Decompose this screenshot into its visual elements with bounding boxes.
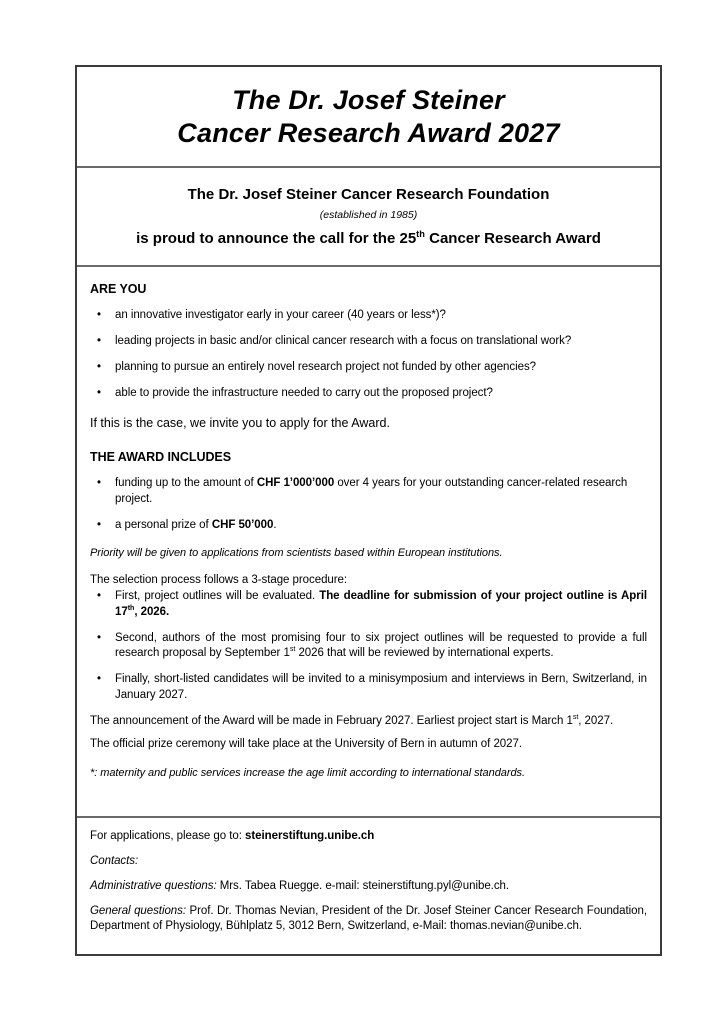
foundation-name: The Dr. Josef Steiner Cancer Research Foundation: [187, 186, 550, 203]
list-item: [90, 386, 647, 402]
ordinal-superscript: th: [127, 603, 135, 612]
list-item-text: leading projects in basic and/or clinical cancer research with a focus on translational work?: [115, 335, 572, 348]
list-item: [90, 308, 647, 324]
bullet-icon: •: [97, 631, 101, 644]
list-item: [90, 334, 647, 350]
age-limit-note: *: maternity and public services increase the age limit according to international standards.: [90, 766, 525, 779]
ceremony-line: The official prize ceremony will take place at the University of Bern in autumn of 2027.: [90, 737, 522, 750]
invite-line: If this is the case, we invite you to apply for the Award.: [90, 415, 390, 430]
established-note: (established in 1985): [319, 209, 418, 221]
stage-second: [115, 631, 647, 663]
call-announcement: [90, 230, 647, 248]
list-item: [90, 518, 647, 534]
bullet-icon: •: [97, 589, 101, 602]
list-item: [90, 360, 647, 376]
general-contact-line: [90, 904, 647, 936]
stage-second-text: Second, authors of the most promising four to six project outlines will be requested to provide a full research proposal by September 1: [115, 631, 647, 660]
call-announcement-text: is proud to announce the call for the 25: [136, 229, 417, 247]
funding-text-end: over 4 years for your outstanding cancer-related research project.: [115, 477, 628, 506]
funding-text: funding up to the amount of: [115, 477, 257, 490]
list-item: [90, 631, 647, 663]
general-contact-label: General questions:: [90, 904, 186, 917]
title-section: [77, 67, 660, 166]
announcement-line: [90, 714, 647, 730]
award-list: [90, 476, 647, 534]
general-contact-text: Prof. Dr. Thomas Nevian, President of the Dr. Josef Steiner Cancer Research Foundation, Department of Physiology, Bühlplatz 5, 3012 Bern, Switzerland, e-Mail: thomas.nevian@unibe.ch.: [90, 904, 647, 933]
deadline-text-start: The deadline for submission of your project outline is April 17: [115, 589, 647, 618]
bullet-icon: •: [97, 477, 101, 490]
call-announcement-text-end: Cancer Research Award: [424, 229, 601, 247]
list-item-text: planning to pursue an entirely novel research project not funded by other agencies?: [115, 360, 536, 373]
announcement-document: [75, 65, 662, 956]
bullet-icon: •: [97, 360, 101, 373]
prize-item: [115, 518, 647, 534]
stage-second-text-end: 2026 that will be reviewed by international experts.: [295, 647, 554, 660]
document-title: [177, 84, 559, 150]
admin-contact-text: Mrs. Tabea Ruegge. e-mail: steinerstiftung.pyl@unibe.ch.: [216, 879, 510, 892]
prize-text: a personal prize of: [115, 518, 212, 531]
prize-amount: CHF 50’000: [211, 518, 274, 531]
admin-contact-line: [90, 879, 647, 895]
bullet-icon: •: [97, 309, 101, 322]
award-heading: THE AWARD INCLUDES: [90, 449, 232, 464]
announcement-text-end: , 2027.: [578, 714, 614, 727]
funding-item: [115, 476, 647, 508]
bullet-icon: •: [97, 386, 101, 399]
stage-third: Finally, short-listed candidates will be invited to a minisymposium and interviews in Bern, Switzerland, in January 2027.: [115, 673, 647, 702]
selection-intro: The selection process follows a 3-stage procedure:: [90, 573, 348, 586]
priority-note: Priority will be given to applications from scientists based within European institutions.: [90, 546, 503, 559]
applications-line: [90, 829, 647, 845]
contacts-heading: Contacts:: [90, 854, 139, 867]
list-item: [90, 589, 647, 621]
bullet-icon: •: [97, 335, 101, 348]
ordinal-superscript: th: [416, 228, 425, 239]
body-section: [77, 265, 660, 816]
list-item-text: able to provide the infrastructure needed to carry out the proposed project?: [115, 386, 493, 399]
list-item-text: an innovative investigator early in your career (40 years or less*)?: [115, 309, 446, 322]
stage-first: [115, 589, 647, 621]
document-title-line-1: The Dr. Josef Steiner: [232, 84, 505, 115]
intro-section: [77, 166, 660, 265]
selection-list: [90, 589, 647, 704]
deadline-text-end: , 2026.: [134, 605, 170, 618]
ordinal-superscript: st: [572, 713, 579, 722]
applications-text: For applications, please go to:: [90, 830, 246, 842]
admin-contact-label: Administrative questions:: [90, 879, 217, 892]
contact-section: [77, 816, 660, 954]
list-item: [90, 476, 647, 508]
funding-amount: CHF 1’000’000: [256, 477, 335, 490]
ordinal-superscript: st: [289, 645, 296, 654]
applications-url: steinerstiftung.unibe.ch: [245, 830, 375, 842]
are-you-heading: ARE YOU: [90, 282, 147, 296]
prize-text-end: .: [273, 518, 277, 531]
stage-first-text: First, project outlines will be evaluated.: [115, 589, 320, 602]
list-item: [90, 672, 647, 704]
announcement-text: The announcement of the Award will be made in February 2027. Earliest project start is March 1: [90, 714, 573, 727]
bullet-icon: •: [97, 673, 101, 686]
bullet-icon: •: [97, 518, 101, 531]
document-title-line-2: Cancer Research Award 2027: [177, 117, 560, 148]
are-you-list: [90, 308, 647, 401]
